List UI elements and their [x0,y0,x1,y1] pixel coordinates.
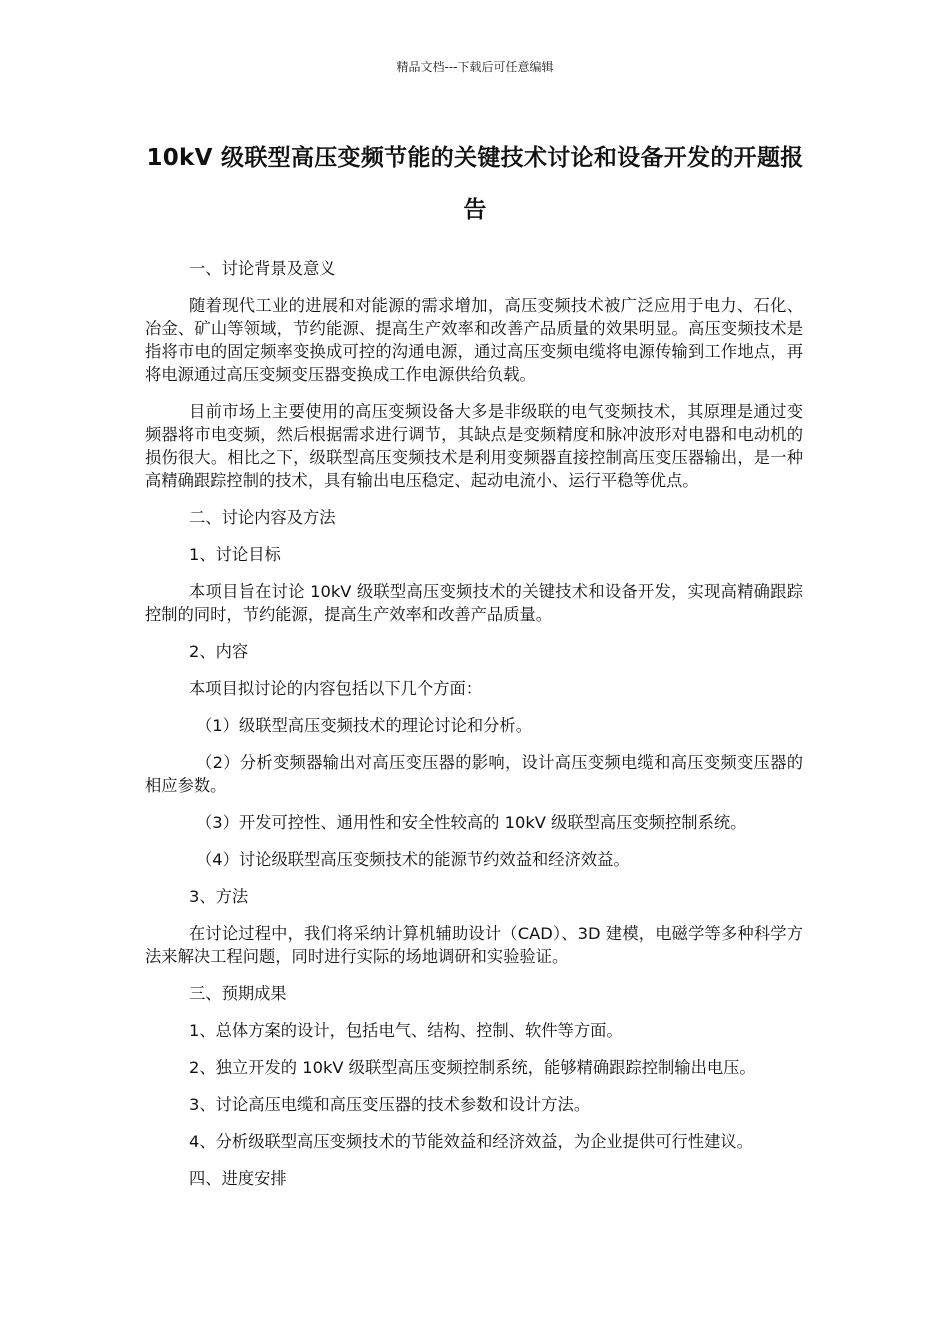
section-heading-content-method: 二、讨论内容及方法 [189,508,336,527]
section-heading-results: 三、预期成果 [189,984,287,1003]
document-body [145,257,803,1204]
list-item-result-4: 4、分析级联型高压变频技术的节能效益和经济效益，为企业提供可行性建议。 [189,1132,753,1151]
document-title: 10kV 级联型高压变频节能的关键技术讨论和设备开发的开题报告 [146,145,804,223]
list-item-result-1: 1、总体方案的设计，包括电气、结构、控制、软件等方面。 [189,1021,623,1040]
subheading-goal: 1、讨论目标 [189,545,281,564]
list-item-content-3: （3）开发可控性、通用性和安全性较高的 10kV 级联型高压变频控制系统。 [196,813,747,832]
paragraph-content-intro: 本项目拟讨论的内容包括以下几个方面： [189,679,483,698]
list-item-content-4: （4）讨论级联型高压变频技术的能源节约效益和经济效益。 [196,850,630,869]
subheading-content: 2、内容 [189,642,249,661]
list-item-result-2: 2、独立开发的 10kV 级联型高压变频控制系统，能够精确跟踪控制输出电压。 [189,1058,756,1077]
list-item-content-1: （1）级联型高压变频技术的理论讨论和分析。 [196,716,532,735]
page-header: 精品文档---下载后可任意编辑 [396,60,554,74]
subheading-method: 3、方法 [189,887,249,906]
list-item-result-3: 3、讨论高压电缆和高压变压器的技术参数和设计方法。 [189,1095,591,1114]
paragraph-background-1: 随着现代工业的进展和对能源的需求增加，高压变频技术被广泛应用于电力、石化、冶金、矿山等领域，节约能源、提高生产效率和改善产品质量的效果明显。高压变频技术是指将市电的固定频率变换成可控的沟通电源，通过高压变频电缆将电源传输到工作地点，再将电源通过高压变频变压器变换成工作电源供给负载。 [145,296,803,384]
paragraph-method: 在讨论过程中，我们将采纳计算机辅助设计（CAD）、3D 建模，电磁学等多种科学方法来解决工程问题，同时进行实际的场地调研和实验验证。 [145,924,803,966]
section-heading-background: 一、讨论背景及意义 [189,259,336,278]
paragraph-goal: 本项目旨在讨论 10kV 级联型高压变频技术的关键技术和设备开发，实现高精确跟踪控制的同时，节约能源，提高生产效率和改善产品质量。 [145,582,803,624]
paragraph-background-2: 目前市场上主要使用的高压变频设备大多是非级联的电气变频技术，其原理是通过变频器将市电变频，然后根据需求进行调节，其缺点是变频精度和脉冲波形对电器和电动机的损伤很大。相比之下，级联型高压变频技术是利用变频器直接控制高压变压器输出，是一种高精确跟踪控制的技术，具有输出电压稳定、起动电流小、运行平稳等优点。 [145,402,803,490]
list-item-content-2: （2）分析变频器输出对高压变压器的影响，设计高压变频电缆和高压变频变压器的相应参数。 [145,753,803,795]
section-heading-schedule: 四、进度安排 [189,1169,287,1188]
